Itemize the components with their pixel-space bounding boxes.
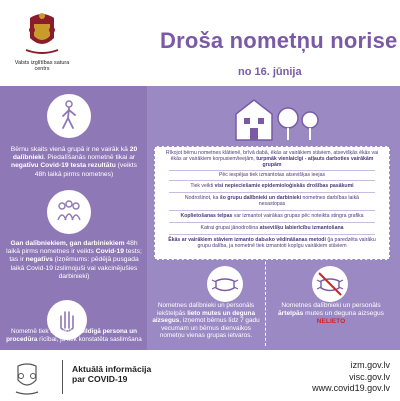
no-mask-icon [312, 266, 348, 302]
coat-of-arms-icon [22, 10, 62, 58]
effective-date: no 16. jūnija [238, 66, 302, 78]
footer-link-covid19[interactable]: www.covid19.gov.lv [312, 383, 390, 393]
footer-coat-of-arms-icon [14, 362, 40, 396]
testing-text: Gan dalībniekiem, gan darbiniekiem 48h laikā pirms nometnes ir veikts Covid-19 tests; tas ir negatīvs (izņēmums: pēdējā pusgada laikā Covid-19 izslimojuši vai vakcinējušies darbinieki) [6, 240, 142, 280]
rule-divider [169, 170, 375, 171]
rules-box [154, 146, 390, 260]
no-mask-warning: NELIETO [316, 317, 346, 325]
rule-item: Ēkās ar vairākiem stāviem izmanto dabisko vēdināšanas metodi (ja paredzēta vairāku grupu dalība, ja nometnē tiek izmantoti kopīgu vairākiem stāviem [168, 237, 376, 250]
walking-person-icon [47, 94, 91, 138]
footer-link-visc[interactable]: visc.gov.lv [349, 371, 390, 382]
visc-logo [16, 10, 68, 82]
footer-divider [62, 360, 63, 394]
rule-divider [169, 180, 375, 181]
logo-caption: Valsts izglītības satura centrs [14, 60, 70, 72]
rule-item: Koplietošanas telpas var izmantot vairākas grupas pēc noteikta stingra grafika [180, 213, 364, 219]
column-divider [265, 236, 266, 346]
rule-divider [169, 222, 375, 223]
rule-item: Pēc iespējas tiek izmantotas atsevišķas ieejas [218, 172, 326, 178]
outdoor-mask-text: Nometnes dalībnieki un personāls ārtelpās mutes un deguna aizsegus NELIETO [278, 302, 384, 325]
group-people-icon [47, 190, 91, 234]
indoor-mask-text: Nometnes dalībnieki un personāls iekštelpās lieto mutes un deguna aizsegus, izņemot bērnus līdz 7 gadu vecumam un bērnus dienvaikos nometņu vienas grupas ietvaros. [152, 302, 260, 340]
rule-item: Tiek veikti visi nepieciešamie epidemioloģiskās drošības pasākumi [190, 183, 354, 189]
rule-divider [169, 234, 375, 235]
footer-links [312, 360, 390, 395]
face-mask-icon [207, 266, 243, 302]
responsible-person-text: Nometnē tiek noteikta atbildīgā persona un procedūra rīcībai, ja tiek konstatēta saslimšana [6, 328, 142, 343]
footer-link-izm[interactable]: izm.gov.lv [350, 360, 390, 370]
rule-divider [169, 210, 375, 211]
footer-title: Aktuālā informācija par COVID-19 [72, 364, 152, 384]
rule-item: Nodrošinot, ka šo grupu dalībnieki un darbinieki nometnes darbības laikā nesastopas [184, 195, 360, 208]
rule-item: Rīkojot bērnu nometnes klātienē, brīvā dabā, ēkās ar vairākiem stāviem, atsevišķās ēkās vai ēkās ar vairākiem korpusiem/ieejām, turpmāk vienlaicīgi - atļauts darboties vairākām grupām [165, 150, 379, 169]
page-title: Droša nometņu norise [160, 28, 398, 53]
group-size-text: Bērnu skaits vienā grupā ir ne vairāk kā 20 dalībnieki. Piedalīšanās nometnē tikai ar negatīvu Covid-19 testa rezultātu (veikts 48h laikā pirms nometnes) [10, 146, 138, 178]
buildings-icon [226, 92, 326, 144]
rule-item: Katrai grupai jānodrošina atsevišķu labierīcību izmantošana [200, 225, 344, 231]
rule-divider [169, 192, 375, 193]
